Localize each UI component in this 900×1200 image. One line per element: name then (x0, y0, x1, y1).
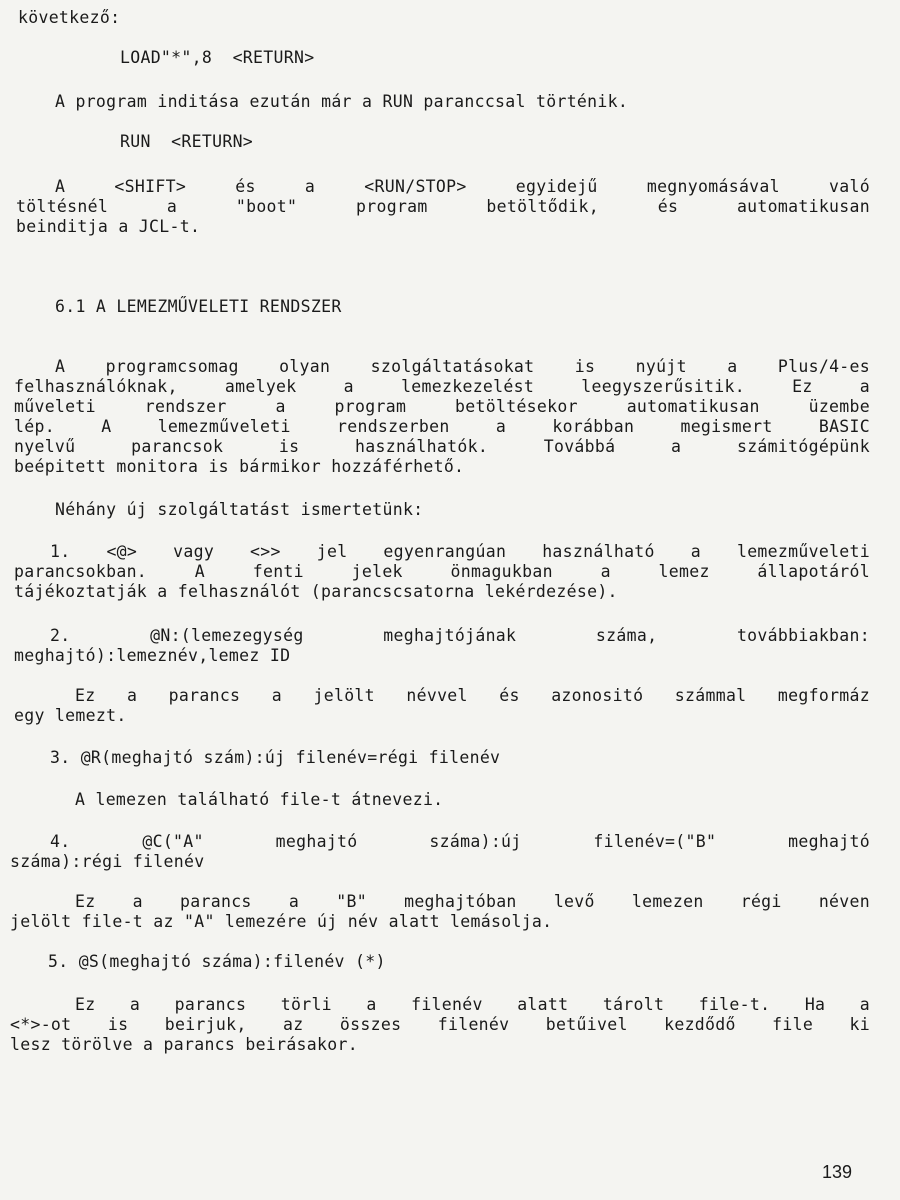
text-line: száma):régi filenév (10, 852, 205, 871)
text-line: A program inditása ezután már a RUN paranccsal történik. (55, 92, 629, 111)
code-line: LOAD"*",8 <RETURN> (120, 48, 315, 67)
list-item: 5. @S(meghajtó száma):filenév (*) (48, 952, 386, 971)
list-item: 1. <@> vagy <>> jel egyenrangúan használható a lemezműveleti (50, 542, 870, 561)
text-line: jelölt file-t az "A" lemezére új név alatt lemásolja. (10, 912, 553, 931)
text-line: A <SHIFT> és a <RUN/STOP> egyidejű megnyomásával való (55, 177, 870, 196)
text-line: <*>-ot is beirjuk, az összes filenév betűivel kezdődő file ki (10, 1015, 870, 1034)
text-line: beépitett monitora is bármikor hozzáférhető. (14, 457, 465, 476)
text-line: töltésnél a "boot" program betöltődik, és automatikusan (16, 197, 870, 216)
text-line: tájékoztatják a felhasználót (parancscsatorna lekérdezése). (14, 582, 618, 601)
text-line: Ez a parancs törli a filenév alatt tárolt file-t. Ha a (75, 995, 870, 1014)
list-item: 2. @N:(lemezegység meghajtójának száma, továbbiakban: (50, 626, 870, 645)
page-number: 139 (821, 1162, 852, 1182)
text-line: Néhány új szolgáltatást ismertetünk: (55, 500, 424, 519)
text-line: parancsokban. A fenti jelek önmagukban a lemez állapotáról (14, 562, 870, 581)
text-line: A programcsomag olyan szolgáltatásokat is nyújt a Plus/4-es (55, 357, 870, 376)
text-line: következő: (18, 8, 121, 27)
code-line: RUN <RETURN> (120, 132, 254, 151)
text-line: meghajtó):lemeznév,lemez ID (14, 646, 291, 665)
text-line: beinditja a JCL-t. (16, 217, 201, 236)
list-item: 4. @C("A" meghajtó száma):új filenév=("B" meghajtó (50, 832, 870, 851)
section-heading: 6.1 A LEMEZMŰVELETI RENDSZER (55, 297, 342, 316)
text-line: lesz törölve a parancs beirásakor. (10, 1035, 358, 1054)
text-line: műveleti rendszer a program betöltésekor automatikusan üzembe (14, 397, 870, 416)
text-line: felhasználóknak, amelyek a lemezkezelést leegyszerűsitik. Ez a (14, 377, 870, 396)
text-line: Ez a parancs a jelölt névvel és azonositó számmal megformáz (75, 686, 870, 705)
text-line: egy lemezt. (14, 706, 127, 725)
text-line: lép. A lemezműveleti rendszerben a korábban megismert BASIC (14, 417, 870, 436)
text-line: Ez a parancs a "B" meghajtóban levő lemezen régi néven (75, 892, 870, 911)
text-line: nyelvű parancsok is használhatók. Továbbá a számitógépünk (14, 437, 870, 456)
text-line: A lemezen található file-t átnevezi. (75, 790, 444, 809)
list-item: 3. @R(meghajtó szám):új filenév=régi filenév (50, 748, 501, 767)
